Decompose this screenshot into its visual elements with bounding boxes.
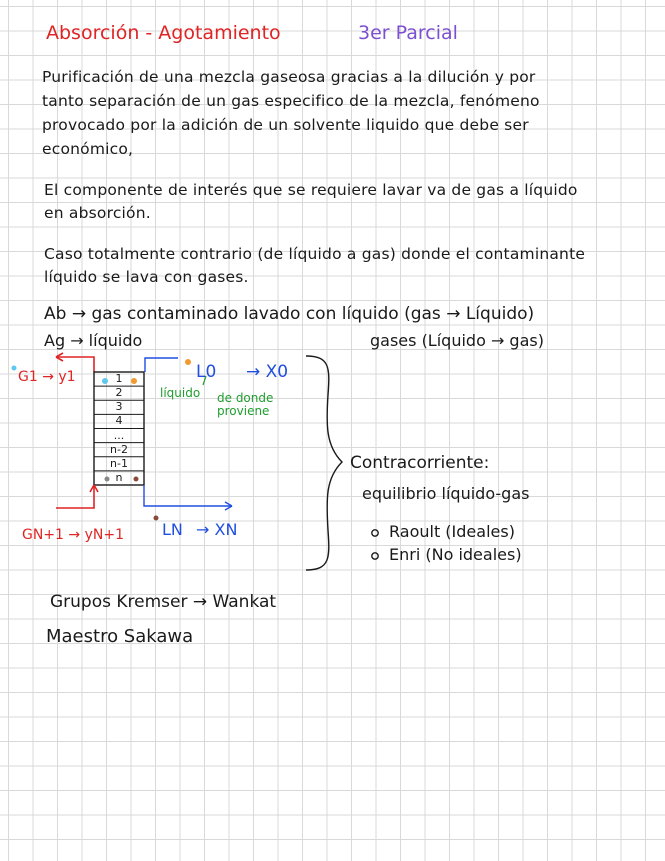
ln-label: LN [162, 520, 183, 539]
definition-ab: Ab → gas contaminado lavado con líquido (gas → Líquido) [44, 304, 535, 324]
enri-label: Enri (No ideales) [389, 545, 522, 564]
g1-dot [12, 366, 17, 371]
paragraph-3-line-1: Caso totalmente contrario (de líquido a gas) donde el contaminante [44, 245, 586, 263]
definition-ag: Ag → líquido [44, 331, 143, 350]
equilibrio-label: equilibrio líquido-gas [362, 484, 530, 503]
xn-label: → XN [196, 520, 238, 539]
stage-label: ... [113, 428, 125, 442]
grupos-line: Grupos Kremser → Wankat [50, 592, 277, 612]
paragraph-1-line-2: tanto separación de un gas especifico de la mezcla, fenómeno [42, 92, 540, 110]
exam-label: 3er Parcial [358, 22, 458, 44]
stage-label: n [115, 470, 123, 484]
stage-label: 3 [115, 400, 123, 414]
paragraph-1-line-4: económico, [42, 140, 134, 158]
paragraph-1-line-3: provocado por la adición de un solvente liquido que debe ser [42, 116, 529, 134]
curly-brace [306, 356, 342, 570]
paragraph-2-line-2: en absorción. [44, 204, 151, 222]
l0-label: L0 [196, 362, 217, 382]
page-title: Absorción - Agotamiento [46, 22, 281, 44]
liquid-inlet-line [145, 358, 178, 372]
ln-dot [154, 516, 159, 521]
de-donde-note: de donde [217, 391, 274, 405]
x0-label: → X0 [246, 362, 289, 382]
liquid-outlet-line [144, 485, 232, 506]
liquido-note: líquido [160, 386, 201, 400]
paragraph-2-line-1: El componente de interés que se requiere lavar va de gas a líquido [44, 181, 578, 199]
l0-dot [185, 359, 191, 365]
bullet-raoult [372, 530, 378, 536]
raoult-label: Raoult (Ideales) [389, 522, 515, 541]
paragraph-1-line-1: Purificación de una mezcla gaseosa gracias a la dilución y por [42, 68, 536, 86]
gas-inlet-line [56, 485, 94, 508]
g1-label: G1 → y1 [18, 369, 76, 385]
stage-label: n-1 [110, 456, 128, 470]
definition-ag-right: gases (Líquido → gas) [370, 331, 544, 350]
proviene-note: proviene [217, 404, 270, 418]
paragraph-3-line-2: líquido se lava con gases. [44, 268, 249, 286]
stage-label: 2 [115, 386, 123, 400]
gn1-label: GN+1 → yN+1 [22, 527, 124, 543]
contracorriente-label: Contracorriente: [350, 453, 490, 473]
maestro-line: Maestro Sakawa [46, 626, 194, 647]
stage-label: 1 [115, 372, 123, 385]
stage-label: n-2 [110, 442, 128, 456]
stage-label: 4 [115, 414, 123, 428]
bullet-enri [372, 553, 378, 559]
